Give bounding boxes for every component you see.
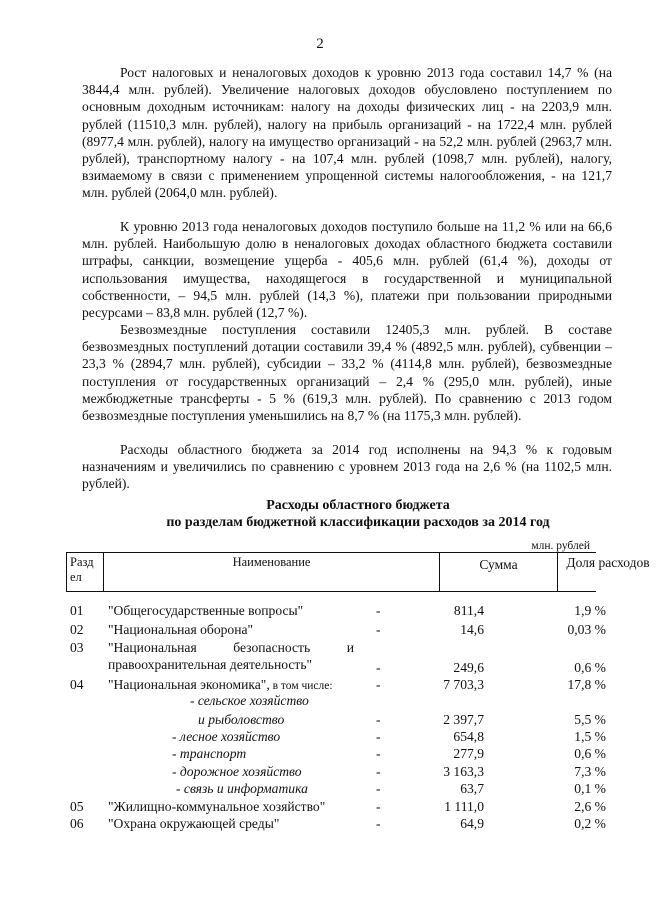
row-code: 01 [70,603,84,618]
row-name: - связь и информатика [176,781,308,796]
row-sum: 654,8 [453,729,484,744]
row-sum: 249,6 [453,660,484,675]
row-sum: 7 703,3 [443,677,484,692]
row-dash: - [376,603,381,618]
row-name-suffix: в том числе: [269,680,333,692]
row-name: - транспорт [172,746,247,761]
row-sum: 1 111,0 [444,799,484,814]
row-dash: - [376,764,381,779]
row-dash: - [376,729,381,744]
row-name: "Национальная оборона" [108,622,254,637]
row-share: 5,5 % [574,712,606,727]
row-share: 1,5 % [574,729,606,744]
header-sum: Сумма [440,553,558,591]
row-share: 7,3 % [574,764,606,779]
row-name: "Общегосударственные вопросы" [108,603,304,618]
row-share: 0,2 % [574,816,606,831]
row-share: 0,03 % [567,622,606,637]
row-name [108,640,354,656]
paragraph-tax-revenue: Рост налоговых и неналоговых доходов к уровню 2013 года составил 14,7 % (на 3844,4 млн. рублей). Увеличение налоговых доходов обусловлено поступлением по основным доходным источникам: налогу на доходы физических лиц - на 2203,9 млн. рублей (11510,3 млн. рублей), налогу на прибыль организаций - на 1722,4 млн. рублей (8977,4 млн. рублей), налогу на имущество организаций - на 52,2 млн. рублей (2963,7 млн. рублей), транспортному налогу - на 107,4 млн. рублей (1098,7 млн. рублей), налогу, взимаемому в связи с применением упрощенной системы налогообложения, - на 121,7 млн. рублей (2064,0 млн. рублей). [82,65,612,201]
paragraph-expenditures: Расходы областного бюджета за 2014 год исполнены на 94,3 % к годовым назначениям и увеличились по сравнению с уровнем 2013 года на 2,6 % (на 1102,5 млн. рублей). [82,442,612,492]
row-share: 1,9 % [574,603,606,618]
row-name: - лесное хозяйство [172,729,281,744]
row-name-part: "Национальная [108,640,197,655]
row-name: - сельское хозяйство [190,693,309,708]
row-share: 0,6 % [574,660,606,675]
row-name [108,677,388,694]
row-dash: - [376,746,381,761]
row-share: 0,1 % [574,781,606,796]
paragraph-grants: Безвозмездные поступления составили 12405,3 млн. рублей. В составе безвозмездных поступлений дотации составили 39,4 % (4892,5 млн. рублей), субвенции – 23,3 % (2894,7 млн. рублей), субсидии – 33,2 % (4114,8 млн. рублей), безвозмездные поступления от государственных организаций – 2,4 % (295,0 млн. рублей), иные межбюджетные трансферты - 5 % (619,3 млн. рублей). По сравнению с 2013 годом безвозмездные поступления уменьшились на 8,7 % (на 1175,3 млн. рублей). [82,322,612,424]
row-sum: 64,9 [460,816,484,831]
table-header [66,552,650,592]
header-code: Разд ел [66,553,104,591]
row-share: 17,8 % [567,677,606,692]
row-dash: - [376,712,381,727]
row-dash: - [376,799,381,814]
row-sum: 14,6 [460,622,484,637]
row-code: 03 [70,640,84,655]
row-name-part: безопасность [233,640,311,655]
row-code: 02 [70,622,84,637]
paragraph-non-tax-revenue: К уровню 2013 года неналоговых доходов поступило больше на 11,2 % или на 66,6 млн. рублей. Наибольшую долю в неналоговых доходах областного бюджета составили штрафы, санкции, возмещение ущерба - 405,6 млн. рублей (61,4 %), доходы от использования имущества, находящегося в государственной и муниципальной собственности, – 94,5 млн. рублей (14,3 %), платежи при пользовании природными ресурсами – 83,8 млн. рублей (12,7 %). [82,219,612,321]
table-subtitle: по разделам бюджетной классификации расходов за 2014 год [166,515,550,530]
row-code: 04 [70,677,84,692]
row-name: "Жилищно-коммунальное хозяйство" [108,799,326,814]
row-dash: - [376,781,381,796]
page-number: 2 [316,36,324,52]
table-title: Расходы областного бюджета [266,498,450,513]
row-name-main: "Национальная экономика", [108,677,270,692]
row-dash: - [376,677,381,692]
row-sum: 811,4 [453,603,484,618]
row-share: 0,6 % [574,746,606,761]
row-name: "Охрана окружающей среды" [108,816,280,831]
row-code: 05 [70,799,84,814]
row-name-line2: и рыболовство [198,712,285,727]
row-sum: 277,9 [453,746,484,761]
row-code: 06 [70,816,84,831]
row-sum: 63,7 [460,781,484,796]
row-name-line2: правоохранительная деятельность" [108,657,313,672]
row-sum: 3 163,3 [443,764,484,779]
row-dash: - [376,622,381,637]
row-dash: - [376,660,381,675]
header-share: Доля расходов [566,555,650,570]
row-name: - дорожное хозяйство [172,764,302,779]
row-share: 2,6 % [574,799,606,814]
row-sum: 2 397,7 [443,712,484,727]
row-name-part: и [346,640,354,655]
row-dash: - [376,816,381,831]
table-unit: млн. рублей [531,540,590,552]
header-name: Наименование [104,553,440,591]
